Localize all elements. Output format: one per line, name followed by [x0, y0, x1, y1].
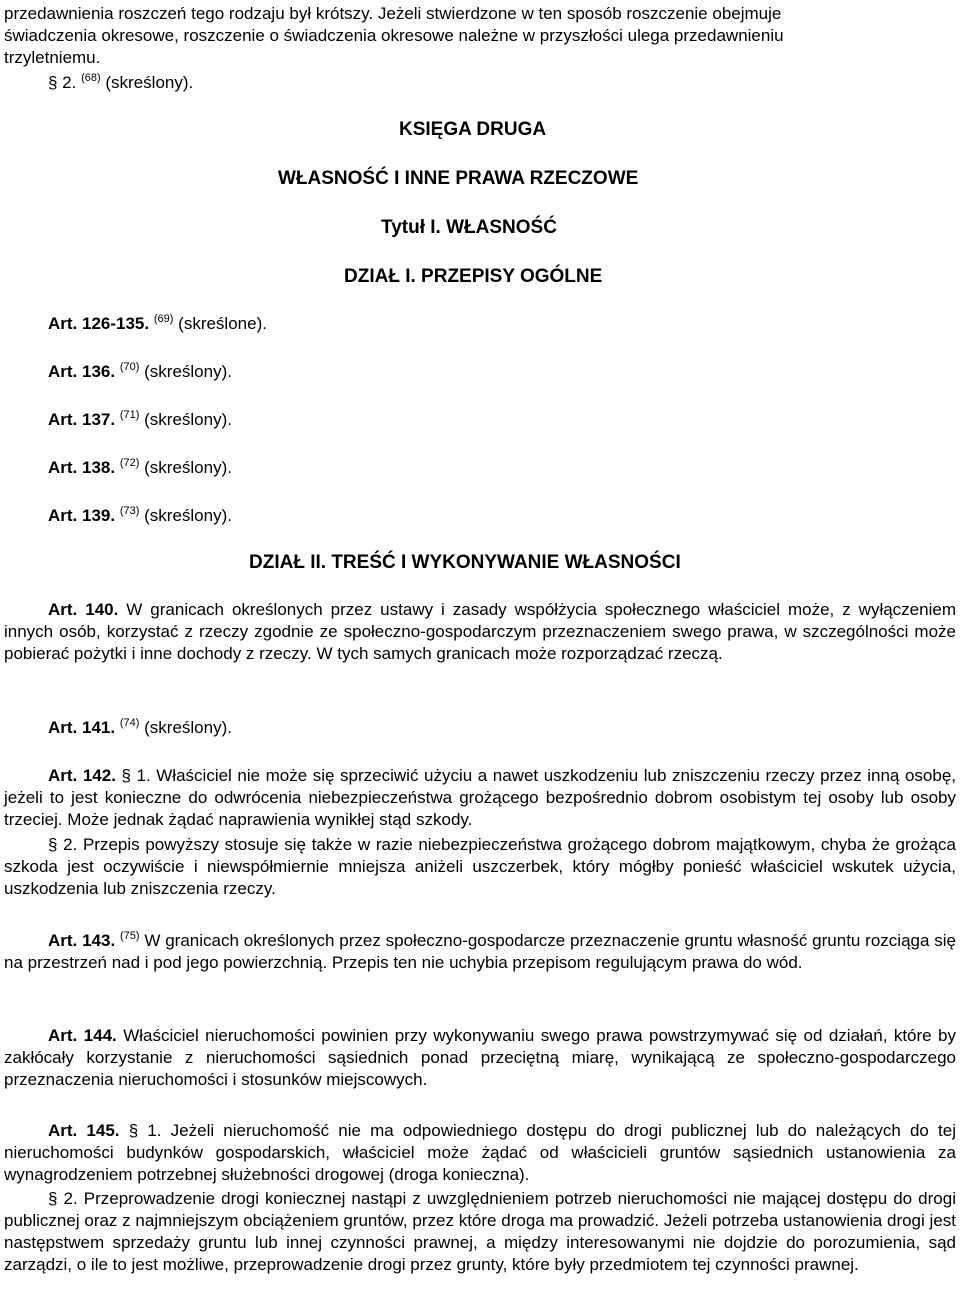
footnote-ref: (69): [153, 313, 174, 325]
title-heading: Tytuł I. WŁASNOŚĆ: [381, 217, 557, 238]
article-label: Art. 141.: [48, 718, 116, 737]
article-145-paragraph-1: [4, 1120, 956, 1186]
footnote-ref: (74): [119, 717, 140, 729]
article-139: [48, 505, 232, 527]
article-label: Art. 126-135.: [48, 314, 150, 333]
intro-line-1: przedawnienia roszczeń tego rodzaju był krótszy. Jeżeli stwierdzone w ten sposób roszczenie obejmuje: [4, 4, 782, 23]
paragraph-text: Właściciel nie może się sprzeciwić użyciu a nawet uszkodzeniu lub zniszczeniu rzeczy przez inną osobę, jeżeli to jest konieczne do odwrócenia niebezpieczeństwa grożącego bezpośrednio dobrom osobistym tej osoby lub osoby trzeciej. Może jednak żądać naprawienia wynikłej stąd szkody.: [4, 766, 956, 829]
footnote-ref: (70): [119, 361, 140, 373]
article-text: W granicach określonych przez społeczno-gospodarcze przeznaczenie gruntu własność gruntu rozciąga się na przestrzeń nad i pod jego powierzchnią. Przepis ten nie uchybia przepisom regulującym prawa do wód.: [4, 931, 956, 972]
article-144: [4, 1025, 956, 1091]
article-141: [48, 717, 232, 739]
paragraph-text: Przeprowadzenie drogi koniecznej nastąpi z uwzględnieniem potrzeb nieruchomości nie mającej dostępu do drogi publicznej oraz z najmniejszym obciążeniem gruntów, przez które droga ma prowadzić. Jeżeli potrzeba ustanowienia drogi jest następstwem sprzedaży gruntu lub innej czynności prawnej, a między interesowanymi nie dojdzie do porozumienia, sąd zarządzi, o ile to jest możliwe, przeprowadzenie drogi przez grunty, które były przedmiotem tej czynności prawnej.: [4, 1189, 956, 1274]
paragraph-text: Jeżeli nieruchomość nie ma odpowiedniego dostępu do drogi publicznej lub do należących do tej nieruchomości budynków gospodarskich, właściciel może żądać od właścicieli gruntów sąsiednich ustanowienia za wynagrodzeniem potrzebnej służebności drogowej (droga konieczna).: [4, 1121, 956, 1184]
book-heading: KSIĘGA DRUGA: [399, 119, 547, 140]
article-143: [4, 930, 956, 974]
paragraph-marker: § 1.: [121, 766, 151, 785]
article-142-paragraph-2: [4, 834, 956, 900]
article-text: (skreślony).: [144, 506, 232, 525]
footnote-ref: (68): [81, 72, 101, 84]
article-text: (skreślone).: [178, 314, 267, 333]
intro-line-3: trzyletniemu.: [4, 48, 101, 67]
article-label: Art. 144.: [48, 1026, 117, 1045]
article-142-paragraph-1: [4, 765, 956, 831]
intro-line-2: świadczenia okresowe, roszczenie o świadczenia okresowe należne w przyszłości ulega przedawnieniu: [4, 26, 784, 45]
article-136: [48, 361, 232, 383]
article-label: Art. 140.: [48, 600, 119, 619]
intro-paragraph-2: [48, 72, 193, 94]
article-text: Właściciel nieruchomości powinien przy wykonywaniu swego prawa powstrzymywać się od działań, które by zakłócały korzystanie z nieruchomości sąsiednich ponad przeciętną miarę, wynikającą ze społeczno-gospodarczego przeznaczenia nieruchomości i stosunków miejscowych.: [4, 1026, 956, 1089]
article-text: (skreślony).: [144, 718, 232, 737]
paragraph-marker: § 2.: [48, 1189, 78, 1208]
article-text: (skreślony).: [144, 458, 232, 477]
article-label: Art. 136.: [48, 362, 116, 381]
article-126-135: [48, 313, 267, 335]
article-label: Art. 143.: [48, 931, 116, 950]
article-label: Art. 138.: [48, 458, 116, 477]
article-140: [4, 599, 956, 665]
section-1-heading: DZIAŁ I. PRZEPISY OGÓLNE: [344, 266, 603, 287]
article-138: [48, 457, 232, 479]
article-text: (skreślony).: [144, 362, 232, 381]
article-text: W granicach określonych przez ustawy i zasady współżycia społecznego właściciel może, z wyłączeniem innych osób, korzystać z rzeczy zgodnie ze społeczno-gospodarczym przeznaczeniem swego prawa, w szczególności może pobierać pożytki i inne dochody z rzeczy. W tych samych granicach może rozporządzać rzeczą.: [4, 600, 956, 663]
article-text: (skreślony).: [144, 410, 232, 429]
article-145-paragraph-2: [4, 1188, 956, 1276]
paragraph-text: Przepis powyższy stosuje się także w razie niebezpieczeństwa grożącego dobrom majątkowym, chyba że grożąca szkoda jest oczywiście i niewspółmiernie mniejsza aniżeli uszczerbek, który mógłby ponieść właściciel wskutek użycia, uszkodzenia lub zniszczenia rzeczy.: [4, 835, 956, 898]
footnote-ref: (71): [119, 409, 140, 421]
article-label: Art. 145.: [48, 1121, 120, 1140]
section-2-heading: DZIAŁ II. TREŚĆ I WYKONYWANIE WŁASNOŚCI: [249, 552, 681, 573]
footnote-ref: (73): [119, 505, 140, 517]
book-title-heading: WŁASNOŚĆ I INNE PRAWA RZECZOWE: [278, 168, 639, 189]
article-label: Art. 137.: [48, 410, 116, 429]
article-label: Art. 139.: [48, 506, 116, 525]
paragraph-marker: § 2.: [48, 73, 77, 92]
paragraph-text: (skreślony).: [105, 73, 194, 92]
footnote-ref: (75): [120, 930, 140, 942]
article-label: Art. 142.: [48, 766, 116, 785]
article-137: [48, 409, 232, 431]
paragraph-marker: § 1.: [128, 1121, 162, 1140]
paragraph-marker: § 2.: [48, 835, 78, 854]
footnote-ref: (72): [119, 457, 140, 469]
